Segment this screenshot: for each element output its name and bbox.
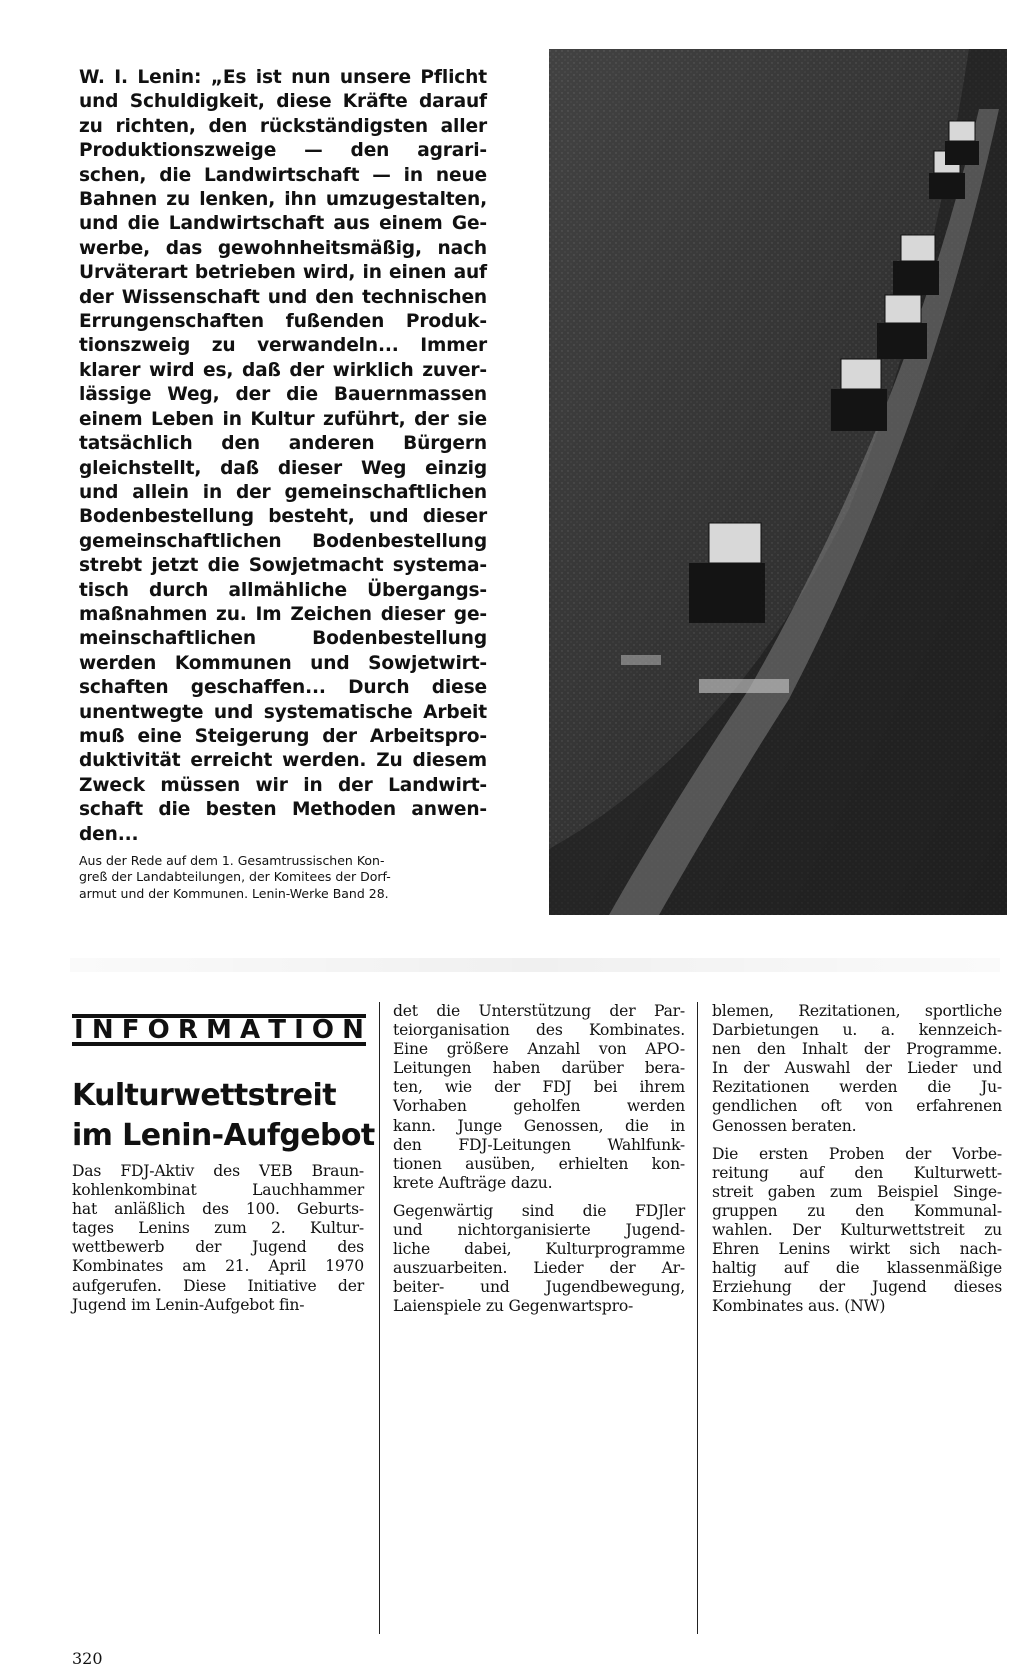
quote-line: strebt jetzt die Sowjetmacht systema-	[79, 555, 487, 577]
column-2-line: kann. Junge Genossen, die in	[393, 1116, 685, 1135]
quote-line: den...	[79, 823, 139, 845]
tractor-3	[901, 235, 935, 261]
separator-strip	[70, 958, 1000, 972]
column-1-line: hat anläßlich des 100. Geburts-	[72, 1200, 364, 1219]
column-1-line: Jugend im Lenin-Aufgebot fin-	[72, 1295, 305, 1314]
column-1-line: wettbewerb der Jugend des	[72, 1238, 364, 1257]
source-line: Aus der Rede auf dem 1. Gesamtrussischen Kon-	[79, 853, 385, 868]
tractors-field-photo	[549, 49, 1007, 915]
quote-line: tionszweig zu verwandeln... Immer	[79, 335, 487, 357]
column-2-line: auszuarbeiten. Lieder der Ar-	[393, 1259, 685, 1278]
column-2-line: ten, wie der FDJ bei ihrem	[393, 1078, 685, 1097]
column-2-line: teiorganisation des Kombinates.	[393, 1021, 685, 1040]
quote-line: meinschaftlichen Bodenbestellung	[79, 628, 487, 650]
column-2-line: den FDJ-Leitungen Wahlfunk-	[393, 1135, 685, 1154]
quote-line: werbe, das gewohnheitsmäßig, nach	[79, 237, 487, 259]
quote-line: zu richten, den rückständigsten aller	[79, 115, 487, 137]
column-3-line: Ehren Lenins wirkt sich nach-	[712, 1240, 1002, 1259]
quote-source	[79, 853, 499, 902]
column-3-line: blemen, Rezitationen, sportliche	[712, 1002, 1002, 1020]
column-2-line: Eine größere Anzahl von APO-	[393, 1040, 685, 1059]
column-3-line: wahlen. Der Kulturwettstreit zu	[712, 1221, 1002, 1240]
tractor-6	[709, 523, 761, 563]
column-1-line: Das FDJ-Aktiv des VEB Braun-	[72, 1162, 364, 1180]
quote-line: Bodenbestellung besteht, und dieser	[79, 506, 487, 528]
banner-letter: O	[311, 1015, 335, 1045]
column-3-line: Genossen beraten.	[712, 1116, 857, 1135]
quote-line: schaften geschaffen... Durch diese	[79, 677, 487, 699]
quote-line: gemeinschaftlichen Bodenbestellung	[79, 530, 487, 552]
column-2-line: beiter- und Jugendbewegung,	[393, 1278, 685, 1297]
column-3-line: In der Auswahl der Lieder und	[712, 1059, 1002, 1078]
banner-letter: I	[294, 1015, 304, 1045]
banner-letter: I	[74, 1015, 84, 1045]
tractor-5	[841, 359, 881, 389]
column-3-line: Darbietungen u. a. kennzeich-	[712, 1021, 1002, 1040]
quote-line: schaft die besten Methoden anwen-	[79, 799, 487, 821]
column-3-line: nen den Inhalt der Programme.	[712, 1040, 1002, 1059]
quote-line: lässige Weg, der die Bauernmassen	[79, 384, 487, 406]
column-1-line: aufgerufen. Diese Initiative der	[72, 1276, 364, 1295]
source-line: greß der Landabteilungen, der Komitees der Dorf-	[79, 869, 391, 885]
column-3-line: Die ersten Proben der Vorbe-	[712, 1144, 1002, 1163]
column-divider-2	[697, 1002, 698, 1634]
quote-line: Produktionszweige — den agrari-	[79, 140, 487, 162]
article-column-1	[72, 1162, 364, 1315]
article-column-3	[712, 1002, 1002, 1317]
information-banner	[72, 1014, 366, 1046]
lenin-quote	[79, 66, 487, 847]
quote-line: und Schuldigkeit, diese Kräfte darauf	[79, 91, 487, 113]
quote-line: unentwegte und systematische Arbeit	[79, 701, 487, 723]
banner-letter: M	[205, 1015, 232, 1045]
column-3-line: haltig auf die klassenmäßige	[712, 1259, 1002, 1278]
paragraph-gap	[712, 1136, 1002, 1145]
column-1-line: tages Lenins zum 2. Kultur-	[72, 1219, 364, 1238]
quote-line: Bahnen zu lenken, ihn umzugestalten,	[79, 189, 487, 211]
source-line: armut und der Kommunen. Lenin-Werke Band 28.	[79, 885, 389, 901]
banner-letter: R	[177, 1015, 198, 1045]
quote-line: klarer wird es, daß der wirklich zuver-	[79, 359, 487, 381]
tractor-4	[885, 295, 921, 323]
banner-letter: T	[268, 1015, 286, 1045]
column-2-line: krete Aufträge dazu.	[393, 1173, 553, 1192]
banner-letter: N	[91, 1015, 114, 1045]
quote-line: werden Kommunen und Sowjetwirt-	[79, 652, 487, 674]
column-2-line: tionen ausüben, erhielten kon-	[393, 1154, 685, 1173]
quote-line: schen, die Landwirtschaft — in neue	[79, 164, 487, 186]
banner-letter: A	[239, 1015, 261, 1045]
headline-line-1: Kulturwettstreit	[72, 1078, 336, 1113]
column-2-line: Leitungen haben darüber bera-	[393, 1059, 685, 1078]
headline-line-2: im Lenin-Aufgebot	[72, 1118, 375, 1153]
column-3-line: gendlichen oft von erfahrenen	[712, 1097, 1002, 1116]
column-2-line: Gegenwärtig sind die FDJler	[393, 1201, 685, 1220]
tractor-1	[949, 121, 975, 141]
paragraph-gap	[393, 1193, 685, 1202]
banner-letter: F	[121, 1015, 140, 1045]
page-number: 320	[72, 1649, 103, 1668]
quote-line: gleichstellt, daß dieser Weg einzig	[79, 457, 487, 479]
column-3-line: Kombinates aus. (NW)	[712, 1297, 886, 1316]
quote-line: einem Leben in Kultur zuführt, der sie	[79, 408, 487, 430]
column-3-line: reitung auf den Kulturwett-	[712, 1163, 1002, 1182]
quote-line: Errungenschaften fußenden Produk-	[79, 311, 487, 333]
quote-line: und allein in der gemeinschaftlichen	[79, 481, 487, 503]
column-3-line: streit gaben zum Beispiel Singe-	[712, 1182, 1002, 1201]
column-3-line: Erziehung der Jugend dieses	[712, 1278, 1002, 1297]
quote-line: Zweck müssen wir in der Landwirt-	[79, 774, 487, 796]
quote-line: muß eine Steigerung der Arbeitspro-	[79, 725, 487, 747]
article-column-2	[393, 1002, 685, 1317]
column-3-line: gruppen zu den Kommunal-	[712, 1201, 1002, 1220]
column-2-line: Vorhaben geholfen werden	[393, 1097, 685, 1116]
quote-line: duktivität erreicht werden. Zu diesem	[79, 750, 487, 772]
column-1-line: Kombinates am 21. April 1970	[72, 1257, 364, 1276]
column-1-line: kohlenkombinat Lauchhammer	[72, 1181, 364, 1200]
article-headline	[72, 1076, 375, 1156]
column-2-line: und nichtorganisierte Jugend-	[393, 1221, 685, 1240]
quote-line: und die Landwirtschaft aus einem Ge-	[79, 213, 487, 235]
column-divider-1	[379, 1002, 380, 1634]
quote-line: maßnahmen zu. Im Zeichen dieser ge-	[79, 603, 487, 625]
quote-line: der Wissenschaft und den technischen	[79, 286, 487, 308]
quote-line: W. I. Lenin: „Es ist nun unsere Pflicht	[79, 67, 487, 88]
column-2-line: liche dabei, Kulturprogramme	[393, 1240, 685, 1259]
quote-line: Urväterart betrieben wird, in einen auf	[79, 262, 487, 284]
quote-line: tisch durch allmähliche Übergangs-	[79, 579, 487, 601]
banner-letter: O	[147, 1015, 170, 1045]
quote-line: tatsächlich den anderen Bürgern	[79, 433, 487, 455]
column-2-line: Laienspiele zu Gegenwartspro-	[393, 1297, 634, 1316]
column-3-line: Rezitationen werden die Ju-	[712, 1078, 1002, 1097]
column-2-line: det die Unterstützung der Par-	[393, 1002, 685, 1020]
banner-letter: N	[342, 1015, 364, 1045]
